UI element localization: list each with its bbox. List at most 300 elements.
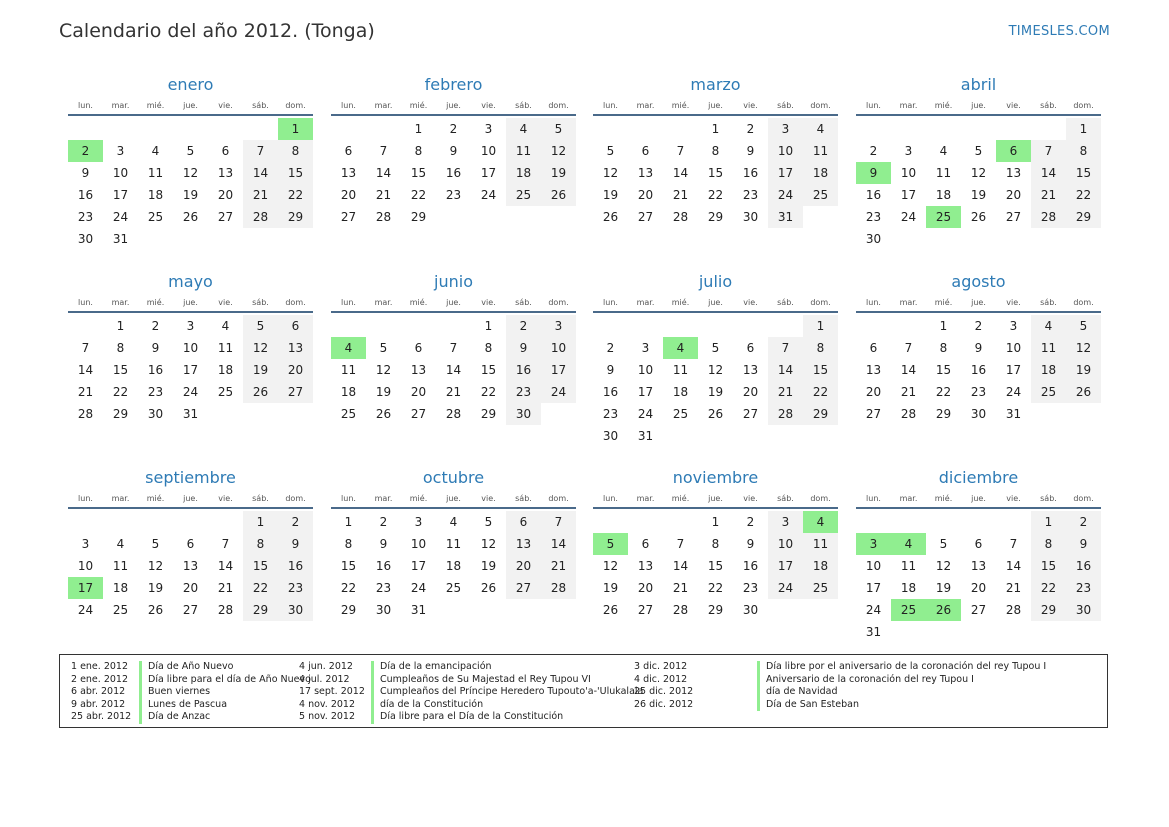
day-cell: 16 (1066, 555, 1101, 577)
day-cell: 5 (1066, 315, 1101, 337)
day-cell: 13 (637, 166, 654, 180)
empty-day-cell (663, 511, 698, 533)
day-cell: 5 (379, 341, 388, 355)
holiday-date: 4 jul. 2012 (299, 673, 350, 685)
day-cell: 6 (186, 537, 195, 551)
day-cell: 6 (221, 144, 230, 158)
day-cell: 6 (414, 341, 423, 355)
day-cell: 14 (217, 559, 234, 573)
day-cell: 12 (602, 166, 619, 180)
weekday-label: dom. (810, 101, 831, 110)
day-cell: 9 (449, 144, 458, 158)
day-cell: 3 (1009, 319, 1018, 333)
day-cell: 24 (637, 407, 654, 421)
month-title: enero (167, 75, 214, 94)
holiday-name: día de Navidad (757, 686, 837, 699)
day-cell: 22 (278, 184, 313, 206)
day-cell: 17 (865, 581, 882, 595)
weekday-header (68, 294, 313, 313)
month-title: mayo (168, 272, 213, 291)
holiday-date: 4 jun. 2012 (299, 661, 353, 672)
day-cell: 7 (904, 341, 913, 355)
day-cell: 20 (637, 581, 654, 595)
holiday-day-cell: 9 (856, 162, 891, 184)
day-cell: 23 (375, 581, 392, 595)
day-cell: 13 (637, 559, 654, 573)
holiday-name: Cumpleaños del Príncipe Heredero Tupouto'a-'Ulukalala (371, 686, 643, 699)
day-cell: 1 (116, 319, 125, 333)
day-grid (68, 511, 313, 621)
empty-day-cell (961, 511, 996, 533)
day-cell: 25 (340, 407, 357, 421)
month-title: abril (960, 75, 997, 94)
holiday-day-cell: 17 (68, 577, 103, 599)
day-cell: 1 (1031, 511, 1066, 533)
day-cell: 7 (768, 337, 803, 359)
day-cell: 10 (480, 144, 497, 158)
weekday-label: mié. (671, 101, 690, 110)
day-cell: 22 (1066, 184, 1101, 206)
holiday-day-cell: 25 (926, 206, 961, 228)
holiday-date: 25 dic. 2012 (634, 686, 694, 698)
day-cell: 28 (77, 407, 94, 421)
holiday-name: Día libre por el aniversario de la coronación del rey Tupou I (757, 661, 1046, 674)
day-cell: 5 (541, 118, 576, 140)
weekday-label: lun. (603, 494, 618, 503)
holiday-name: Día de Año Nuevo (139, 661, 233, 674)
weekday-label: vie. (218, 101, 233, 110)
day-cell: 26 (375, 407, 392, 421)
day-cell: 14 (1005, 559, 1022, 573)
weekday-label: mar. (899, 494, 918, 503)
day-cell: 29 (243, 599, 278, 621)
day-cell: 14 (541, 533, 576, 555)
day-cell: 2 (974, 319, 983, 333)
day-cell: 6 (869, 341, 878, 355)
holiday-legend-row (634, 661, 1046, 674)
weekday-label: mié. (409, 298, 428, 307)
day-cell: 16 (445, 166, 462, 180)
day-cell: 6 (746, 341, 755, 355)
day-cell: 9 (974, 341, 983, 355)
weekday-label: mar. (636, 298, 655, 307)
day-cell: 17 (1005, 363, 1022, 377)
holiday-day-cell: 25 (891, 599, 926, 621)
day-cell: 24 (768, 184, 803, 206)
day-cell: 20 (278, 359, 313, 381)
weekday-label: lun. (866, 101, 881, 110)
weekday-label: mié. (146, 494, 165, 503)
day-cell: 3 (541, 315, 576, 337)
holiday-day-cell: 26 (926, 599, 961, 621)
day-cell: 14 (768, 359, 803, 381)
weekday-label: mar. (374, 298, 393, 307)
day-cell: 22 (935, 385, 952, 399)
day-cell: 16 (602, 385, 619, 399)
day-cell: 6 (641, 144, 650, 158)
holiday-date: 4 dic. 2012 (634, 673, 688, 685)
holiday-legend-column-1 (71, 661, 311, 724)
day-cell: 30 (1066, 599, 1101, 621)
day-cell: 15 (410, 166, 427, 180)
empty-day-cell (401, 315, 436, 337)
weekday-label: sáb. (252, 101, 269, 110)
day-cell: 8 (711, 537, 720, 551)
weekday-label: dom. (1073, 101, 1094, 110)
day-cell: 11 (803, 140, 838, 162)
day-cell: 28 (217, 603, 234, 617)
day-cell: 1 (1066, 118, 1101, 140)
holiday-legend-row (71, 661, 311, 674)
day-cell: 17 (768, 162, 803, 184)
day-cell: 1 (803, 315, 838, 337)
month-enero (68, 74, 313, 250)
day-cell: 26 (147, 603, 164, 617)
day-cell: 20 (742, 385, 759, 399)
day-cell: 14 (77, 363, 94, 377)
weekday-label: lun. (78, 101, 93, 110)
holiday-name: Día de San Esteban (757, 699, 859, 712)
day-cell: 10 (768, 533, 803, 555)
empty-day-cell (331, 315, 366, 337)
empty-day-cell (996, 511, 1031, 533)
weekday-label: lun. (341, 101, 356, 110)
day-cell: 1 (344, 515, 353, 529)
holiday-date: 5 nov. 2012 (299, 711, 355, 723)
day-cell: 5 (151, 537, 160, 551)
day-cell: 4 (449, 515, 458, 529)
empty-day-cell (208, 511, 243, 533)
empty-day-cell (593, 511, 628, 533)
day-cell: 16 (278, 555, 313, 577)
holiday-legend-row (299, 661, 643, 674)
day-cell: 26 (182, 210, 199, 224)
day-cell: 17 (900, 188, 917, 202)
day-cell: 31 (637, 429, 654, 443)
day-cell: 30 (970, 407, 987, 421)
day-cell: 15 (340, 559, 357, 573)
day-cell: 1 (939, 319, 948, 333)
day-cell: 27 (217, 210, 234, 224)
weekday-label: jue. (183, 298, 198, 307)
weekday-label: sáb. (515, 298, 532, 307)
holiday-legend-row (634, 686, 1046, 699)
month-abril (856, 74, 1101, 250)
day-cell: 13 (865, 363, 882, 377)
day-cell: 23 (147, 385, 164, 399)
weekday-label: lun. (78, 298, 93, 307)
weekday-label: vie. (743, 101, 758, 110)
day-cell: 29 (935, 407, 952, 421)
day-cell: 21 (77, 385, 94, 399)
day-cell: 4 (1031, 315, 1066, 337)
day-cell: 5 (243, 315, 278, 337)
weekday-label: dom. (810, 298, 831, 307)
day-cell: 2 (449, 122, 458, 136)
day-cell: 4 (939, 144, 948, 158)
empty-day-cell (366, 315, 401, 337)
day-cell: 30 (865, 232, 882, 246)
day-cell: 19 (602, 581, 619, 595)
empty-day-cell (68, 315, 103, 337)
empty-day-cell (243, 118, 278, 140)
day-cell: 2 (379, 515, 388, 529)
day-cell: 12 (182, 166, 199, 180)
weekday-label: sáb. (1040, 101, 1057, 110)
weekday-label: lun. (866, 298, 881, 307)
day-cell: 30 (602, 429, 619, 443)
month-agosto (856, 271, 1101, 425)
day-cell: 13 (278, 337, 313, 359)
day-cell: 10 (541, 337, 576, 359)
weekday-label: jue. (708, 494, 723, 503)
weekday-label: mié. (146, 298, 165, 307)
day-cell: 15 (480, 363, 497, 377)
weekday-label: jue. (446, 101, 461, 110)
day-cell: 10 (1005, 341, 1022, 355)
weekday-header (68, 97, 313, 116)
weekday-label: lun. (78, 494, 93, 503)
empty-day-cell (698, 315, 733, 337)
holiday-legend (59, 654, 1108, 728)
holiday-date: 9 abr. 2012 (71, 698, 126, 710)
weekday-header (68, 490, 313, 509)
day-cell: 7 (1009, 537, 1018, 551)
day-cell: 11 (445, 537, 462, 551)
day-cell: 23 (278, 577, 313, 599)
day-cell: 9 (81, 166, 90, 180)
day-cell: 9 (278, 533, 313, 555)
day-cell: 12 (970, 166, 987, 180)
day-cell: 8 (1066, 140, 1101, 162)
day-cell: 18 (340, 385, 357, 399)
empty-day-cell (856, 315, 891, 337)
day-grid (331, 315, 576, 425)
day-cell: 15 (1031, 555, 1066, 577)
day-cell: 27 (637, 210, 654, 224)
day-cell: 19 (480, 559, 497, 573)
site-link[interactable]: TIMESLES.COM (1008, 24, 1110, 39)
day-cell: 6 (278, 315, 313, 337)
month-junio (331, 271, 576, 425)
day-cell: 15 (707, 559, 724, 573)
day-cell: 12 (707, 363, 724, 377)
day-cell: 14 (900, 363, 917, 377)
empty-day-cell (926, 511, 961, 533)
day-cell: 11 (900, 559, 917, 573)
day-cell: 6 (974, 537, 983, 551)
day-cell: 19 (970, 188, 987, 202)
day-grid (68, 118, 313, 250)
weekday-label: mié. (671, 298, 690, 307)
weekday-label: jue. (708, 298, 723, 307)
weekday-label: vie. (743, 298, 758, 307)
day-cell: 11 (672, 363, 689, 377)
holiday-date: 3 dic. 2012 (634, 661, 688, 672)
weekday-label: mié. (146, 101, 165, 110)
weekday-label: jue. (446, 494, 461, 503)
day-cell: 10 (410, 537, 427, 551)
holiday-date: 26 dic. 2012 (634, 698, 694, 710)
day-cell: 21 (1031, 184, 1066, 206)
holiday-name: Lunes de Pascua (139, 699, 227, 712)
day-cell: 9 (746, 144, 755, 158)
day-cell: 2 (1066, 511, 1101, 533)
weekday-label: vie. (743, 494, 758, 503)
day-cell: 31 (112, 232, 129, 246)
day-cell: 31 (865, 625, 882, 639)
day-grid (856, 511, 1101, 643)
day-cell: 3 (904, 144, 913, 158)
day-cell: 12 (1066, 337, 1101, 359)
empty-day-cell (628, 118, 663, 140)
day-cell: 18 (803, 555, 838, 577)
day-cell: 17 (541, 359, 576, 381)
day-cell: 4 (506, 118, 541, 140)
day-cell: 18 (445, 559, 462, 573)
day-cell: 20 (1005, 188, 1022, 202)
day-cell: 16 (970, 363, 987, 377)
day-cell: 23 (445, 188, 462, 202)
weekday-header (331, 294, 576, 313)
day-cell: 20 (970, 581, 987, 595)
day-cell: 4 (803, 118, 838, 140)
day-cell: 20 (865, 385, 882, 399)
empty-day-cell (663, 315, 698, 337)
day-cell: 18 (900, 581, 917, 595)
empty-day-cell (138, 511, 173, 533)
day-cell: 10 (865, 559, 882, 573)
day-cell: 22 (112, 385, 129, 399)
day-grid (331, 118, 576, 228)
day-cell: 12 (935, 559, 952, 573)
day-cell: 18 (217, 363, 234, 377)
empty-day-cell (733, 315, 768, 337)
weekday-label: mié. (934, 494, 953, 503)
month-title: noviembre (672, 468, 759, 487)
day-cell: 12 (602, 559, 619, 573)
day-cell: 16 (77, 188, 94, 202)
day-cell: 16 (375, 559, 392, 573)
day-cell: 22 (707, 188, 724, 202)
empty-day-cell (208, 118, 243, 140)
weekday-label: mar. (899, 298, 918, 307)
day-cell: 26 (707, 407, 724, 421)
weekday-label: sáb. (1040, 298, 1057, 307)
day-cell: 20 (506, 555, 541, 577)
empty-day-cell (961, 118, 996, 140)
day-cell: 18 (112, 581, 129, 595)
day-cell: 24 (768, 577, 803, 599)
day-cell: 26 (970, 210, 987, 224)
day-cell: 23 (77, 210, 94, 224)
weekday-label: jue. (971, 298, 986, 307)
day-cell: 7 (221, 537, 230, 551)
day-cell: 19 (1066, 359, 1101, 381)
empty-day-cell (593, 315, 628, 337)
weekday-label: mar. (636, 101, 655, 110)
day-cell: 12 (375, 363, 392, 377)
weekday-header (856, 294, 1101, 313)
day-cell: 20 (217, 188, 234, 202)
day-cell: 29 (1066, 206, 1101, 228)
day-cell: 13 (506, 533, 541, 555)
holiday-name: Aniversario de la coronación del rey Tupou I (757, 674, 974, 687)
day-cell: 7 (541, 511, 576, 533)
holiday-date: 25 abr. 2012 (71, 711, 132, 723)
weekday-label: lun. (603, 101, 618, 110)
month-julio (593, 271, 838, 447)
day-cell: 29 (340, 603, 357, 617)
weekday-label: vie. (481, 494, 496, 503)
holiday-date: 4 nov. 2012 (299, 698, 355, 710)
weekday-label: lun. (603, 298, 618, 307)
day-cell: 15 (243, 555, 278, 577)
day-cell: 21 (768, 381, 803, 403)
weekday-label: vie. (1006, 298, 1021, 307)
day-cell: 8 (414, 144, 423, 158)
weekday-label: dom. (548, 494, 569, 503)
day-cell: 24 (900, 210, 917, 224)
day-cell: 21 (375, 188, 392, 202)
month-mayo (68, 271, 313, 425)
day-cell: 5 (484, 515, 493, 529)
day-cell: 25 (672, 407, 689, 421)
day-cell: 27 (506, 577, 541, 599)
day-cell: 29 (707, 603, 724, 617)
month-noviembre (593, 467, 838, 621)
weekday-label: jue. (183, 494, 198, 503)
weekday-label: dom. (285, 101, 306, 110)
weekday-label: vie. (218, 298, 233, 307)
day-cell: 25 (1031, 381, 1066, 403)
empty-day-cell (891, 315, 926, 337)
day-cell: 23 (602, 407, 619, 421)
weekday-label: dom. (548, 298, 569, 307)
weekday-label: dom. (285, 494, 306, 503)
day-cell: 28 (672, 603, 689, 617)
day-cell: 11 (803, 533, 838, 555)
day-cell: 18 (803, 162, 838, 184)
day-cell: 21 (243, 184, 278, 206)
day-cell: 27 (970, 603, 987, 617)
weekday-label: sáb. (515, 494, 532, 503)
holiday-day-cell: 1 (278, 118, 313, 140)
day-cell: 1 (484, 319, 493, 333)
holiday-name: Día libre para el día de Año Nuevo (139, 674, 311, 687)
day-cell: 22 (410, 188, 427, 202)
month-title: marzo (690, 75, 741, 94)
day-cell: 17 (112, 188, 129, 202)
holiday-legend-column-2 (299, 661, 643, 724)
weekday-header (331, 490, 576, 509)
day-cell: 29 (112, 407, 129, 421)
day-cell: 2 (746, 122, 755, 136)
day-cell: 24 (865, 603, 882, 617)
day-cell: 18 (506, 162, 541, 184)
empty-day-cell (628, 511, 663, 533)
day-cell: 21 (541, 555, 576, 577)
day-cell: 24 (480, 188, 497, 202)
holiday-name: Buen viernes (139, 686, 210, 699)
day-cell: 27 (637, 603, 654, 617)
day-cell: 2 (506, 315, 541, 337)
day-cell: 2 (746, 515, 755, 529)
day-cell: 9 (506, 337, 541, 359)
day-cell: 22 (480, 385, 497, 399)
day-grid (331, 511, 576, 621)
day-cell: 3 (116, 144, 125, 158)
